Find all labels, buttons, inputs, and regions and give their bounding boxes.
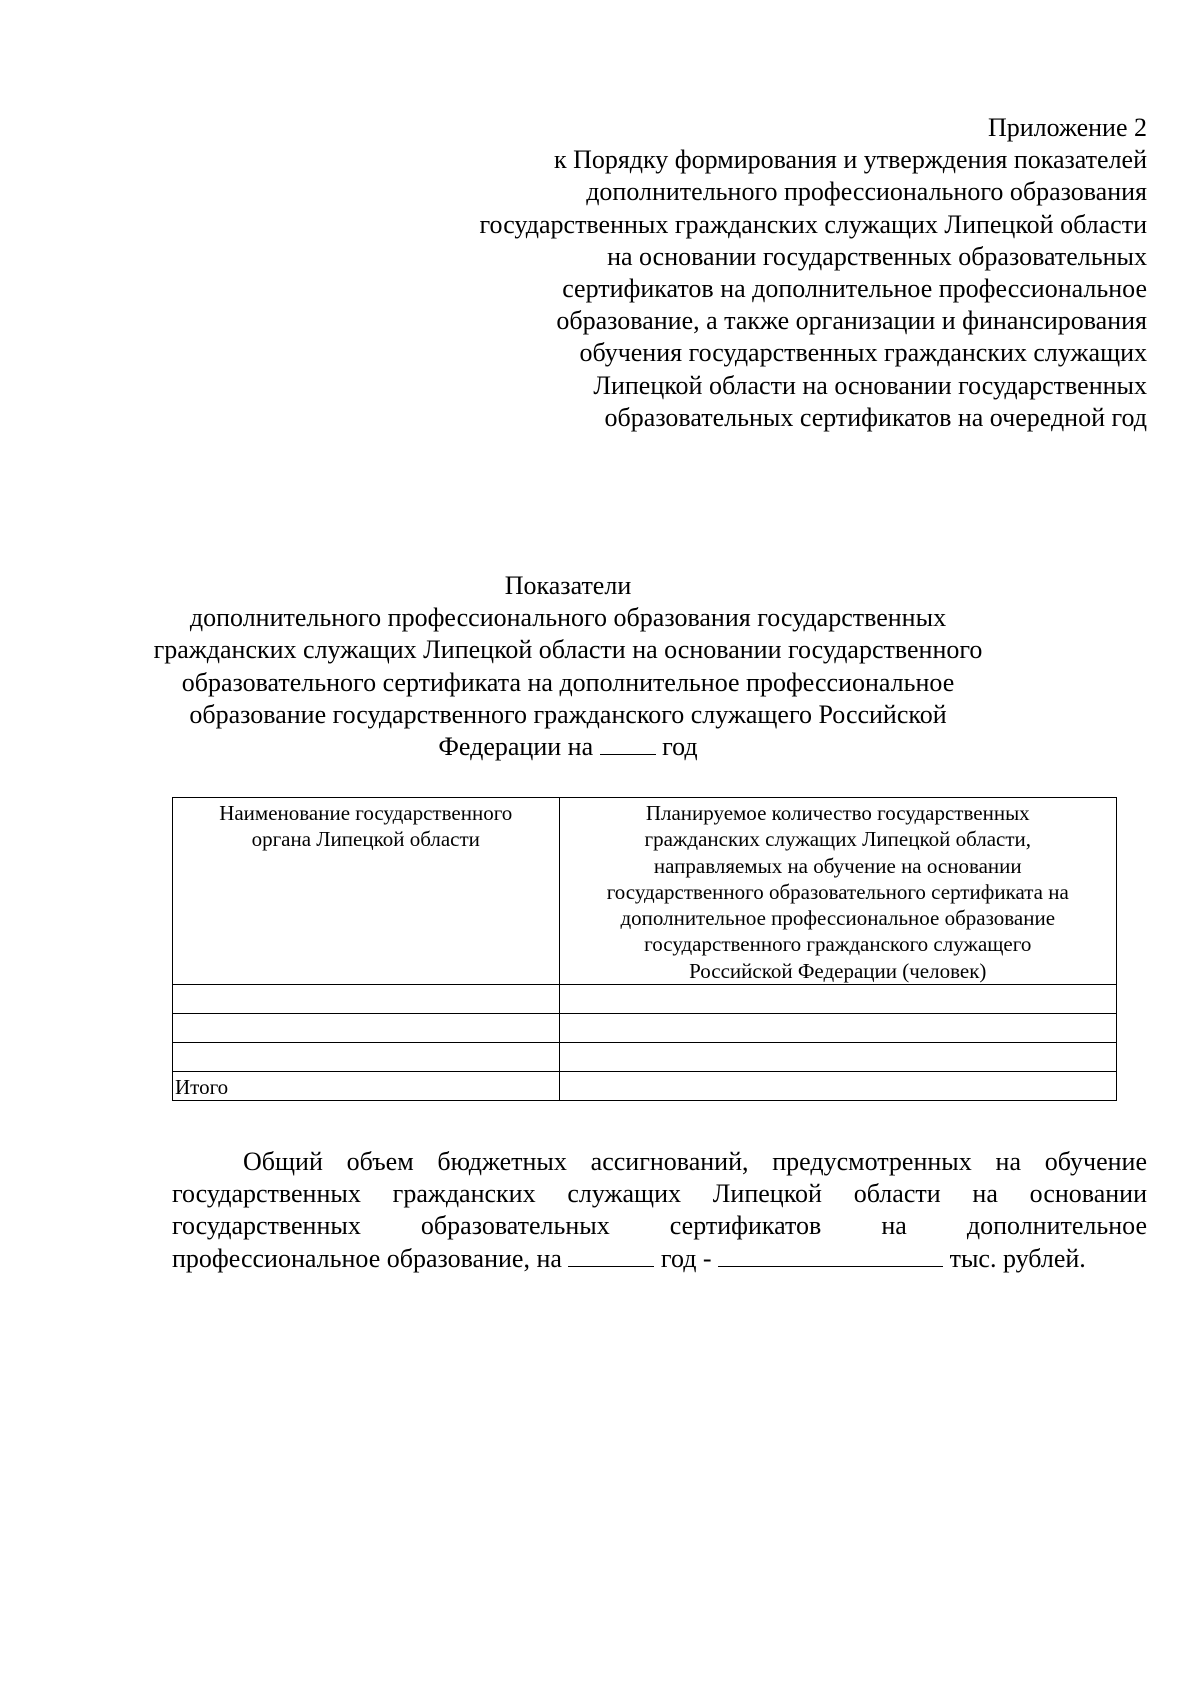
appendix-line: на основании государственных образовательных bbox=[607, 241, 1147, 271]
appendix-line: образовательных сертификатов на очередной год bbox=[604, 402, 1147, 432]
header-agency-name bbox=[173, 798, 560, 985]
summary-line-amount bbox=[172, 1243, 1147, 1275]
summary-line: Общий объем бюджетных ассигнований, предусмотренных на обучение bbox=[243, 1147, 1147, 1176]
summary-line: государственных образовательных сертификатов на дополнительное bbox=[172, 1211, 1147, 1241]
header-planned-count bbox=[559, 798, 1117, 985]
total-value bbox=[559, 1072, 1117, 1101]
table-cell bbox=[173, 1043, 560, 1072]
header-line: дополнительное профессиональное образование bbox=[620, 906, 1056, 931]
title-line: образование государственного гражданского служащего Российской bbox=[189, 699, 947, 729]
appendix-line: Приложение 2 bbox=[987, 113, 1147, 142]
appendix-line: Липецкой области на основании государственных bbox=[593, 370, 1147, 400]
summary-prefix: профессиональное образование, на bbox=[172, 1243, 562, 1273]
header-line: направляемых на обучение на основании bbox=[653, 853, 1022, 878]
summary-suffix: тыс. рублей. bbox=[949, 1243, 1086, 1273]
table-header-row bbox=[173, 798, 1117, 985]
table-row bbox=[173, 1043, 1117, 1072]
year-blank bbox=[600, 754, 656, 755]
title-year-suffix: год bbox=[662, 732, 698, 762]
header-line: Наименование государственного bbox=[219, 801, 513, 825]
budget-summary bbox=[172, 1146, 1147, 1275]
title-line: Показатели bbox=[504, 571, 632, 600]
table-row bbox=[173, 1014, 1117, 1043]
appendix-line: к Порядку формирования и утверждения показателей bbox=[553, 145, 1147, 175]
appendix-line: сертификатов на дополнительное профессиональное bbox=[562, 274, 1147, 304]
summary-mid: год - bbox=[660, 1243, 712, 1273]
table-cell bbox=[173, 985, 560, 1014]
header-line: государственного гражданского служащего bbox=[644, 932, 1032, 957]
appendix-line: дополнительного профессионального образования bbox=[586, 177, 1147, 207]
table-cell bbox=[559, 1014, 1117, 1043]
document-title bbox=[153, 570, 983, 763]
appendix-header bbox=[347, 112, 1147, 434]
header-line: Планируемое количество государственных bbox=[645, 801, 1030, 825]
amount-blank bbox=[718, 1266, 943, 1267]
total-label: Итого bbox=[173, 1072, 560, 1101]
table-cell bbox=[173, 1014, 560, 1043]
title-line: образовательного сертификата на дополнительное профессиональное bbox=[181, 667, 955, 697]
year-blank bbox=[568, 1266, 654, 1267]
summary-line: государственных гражданских служащих Липецкой области на основании bbox=[172, 1179, 1147, 1209]
title-year-prefix: Федерации на bbox=[438, 732, 594, 762]
table-cell bbox=[559, 985, 1117, 1014]
appendix-line: образование, а также организации и финансирования bbox=[556, 306, 1147, 336]
header-line: органа Липецкой области bbox=[251, 827, 480, 852]
header-line: государственного образовательного сертификата на bbox=[606, 879, 1069, 904]
indicators-table bbox=[172, 797, 1117, 1101]
title-line: гражданских служащих Липецкой области на основании государственного bbox=[153, 635, 983, 665]
header-line: гражданских служащих Липецкой области, bbox=[644, 827, 1032, 852]
appendix-line: обучения государственных гражданских служащих bbox=[579, 338, 1147, 368]
table-row bbox=[173, 985, 1117, 1014]
appendix-line: государственных гражданских служащих Липецкой области bbox=[479, 209, 1147, 239]
table-cell bbox=[559, 1043, 1117, 1072]
header-line: Российской Федерации (человек) bbox=[689, 958, 987, 983]
title-line-year bbox=[153, 731, 983, 763]
title-line: дополнительного профессионального образования государственных bbox=[189, 603, 947, 633]
total-row bbox=[173, 1072, 1117, 1101]
